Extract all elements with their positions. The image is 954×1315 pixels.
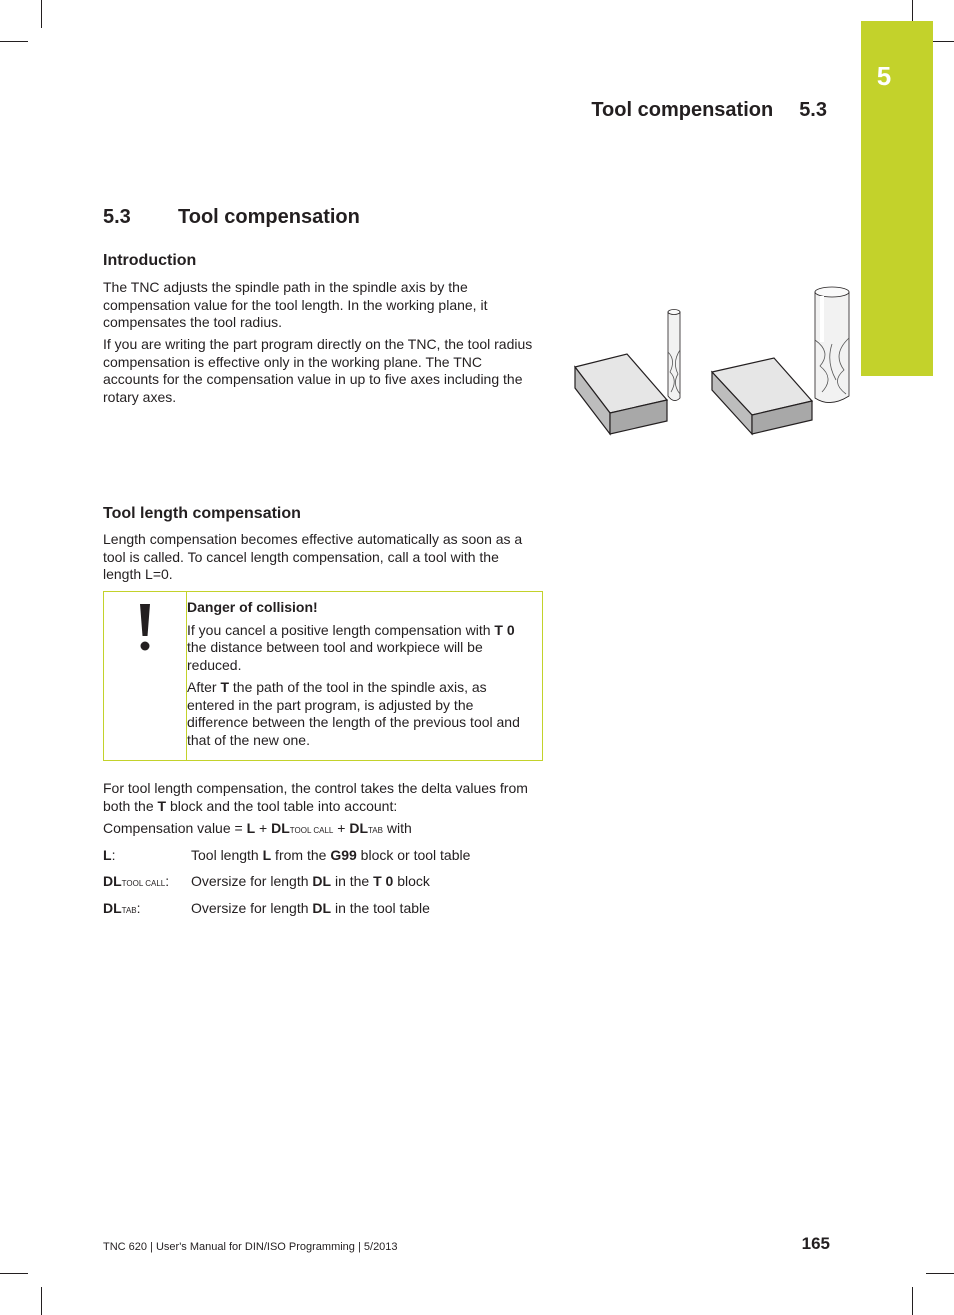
footer-text: TNC 620 | User's Manual for DIN/ISO Programming | 5/2013 <box>103 1241 398 1253</box>
workpiece-left <box>575 354 667 434</box>
introduction-heading: Introduction <box>103 252 197 269</box>
note-paragraph-2: After T the path of the tool in the spindle axis, as entered in the part program, is adjusted by the difference between the length of the previous tool and that of the new one. <box>187 678 520 748</box>
crop-mark <box>0 1273 28 1274</box>
crop-mark <box>926 1273 954 1274</box>
definition-term: DLTOOL CALL: <box>103 873 170 889</box>
definition-term: DLTAB: <box>103 900 141 916</box>
delta-values-paragraph: For tool length compensation, the control takes the delta values from both the T block and the tool table into account: <box>103 780 528 814</box>
definition-term: L: <box>103 847 116 863</box>
section-title <box>103 206 360 229</box>
section-number: 5.3 <box>103 206 131 228</box>
running-header-title: Tool compensation <box>591 99 774 121</box>
running-header-number: 5.3 <box>799 99 827 121</box>
section-title-text: Tool compensation <box>178 206 360 228</box>
compensation-formula: Compensation value = L + DLTOOL CALL + DLTAB with <box>103 820 412 836</box>
page-number: 165 <box>801 1234 830 1253</box>
tool-length-compensation-heading: Tool length compensation <box>103 505 301 522</box>
intro-paragraph-2: If you are writing the part program directly on the TNC, the tool radius compensation is effective only in the working plane. The TNC accounts for the compensation value in up to five axes including the rotary axes. <box>103 336 533 406</box>
end-mill-left <box>668 310 680 401</box>
note-title: Danger of collision! <box>187 599 318 615</box>
definition-description: Oversize for length DL in the tool table <box>191 900 430 916</box>
running-header <box>591 99 827 122</box>
workpiece-right <box>712 358 812 434</box>
end-mill-right <box>815 287 849 403</box>
exclamation-icon <box>135 602 155 652</box>
note-paragraph-1: If you cancel a positive length compensation with T 0 the distance between tool and workpiece will be reduced. <box>187 621 515 674</box>
definition-description: Tool length L from the G99 block or tool table <box>191 847 471 863</box>
crop-mark <box>41 1287 42 1315</box>
crop-mark <box>0 41 28 42</box>
crop-mark <box>912 1287 913 1315</box>
warning-note <box>103 591 543 761</box>
chapter-tab <box>861 21 933 376</box>
intro-paragraph-1: The TNC adjusts the spindle path in the spindle axis by the compensation value for the tool length. In the working plane, it compensates the tool radius. <box>103 279 488 331</box>
length-comp-paragraph: Length compensation becomes effective automatically as soon as a tool is called. To cancel length compensation, call a tool with the length L=0. <box>103 531 523 583</box>
chapter-number: 5 <box>876 61 892 91</box>
tool-compensation-illustration <box>570 282 860 440</box>
crop-mark <box>41 0 42 28</box>
definition-description: Oversize for length DL in the T 0 block <box>191 873 430 889</box>
